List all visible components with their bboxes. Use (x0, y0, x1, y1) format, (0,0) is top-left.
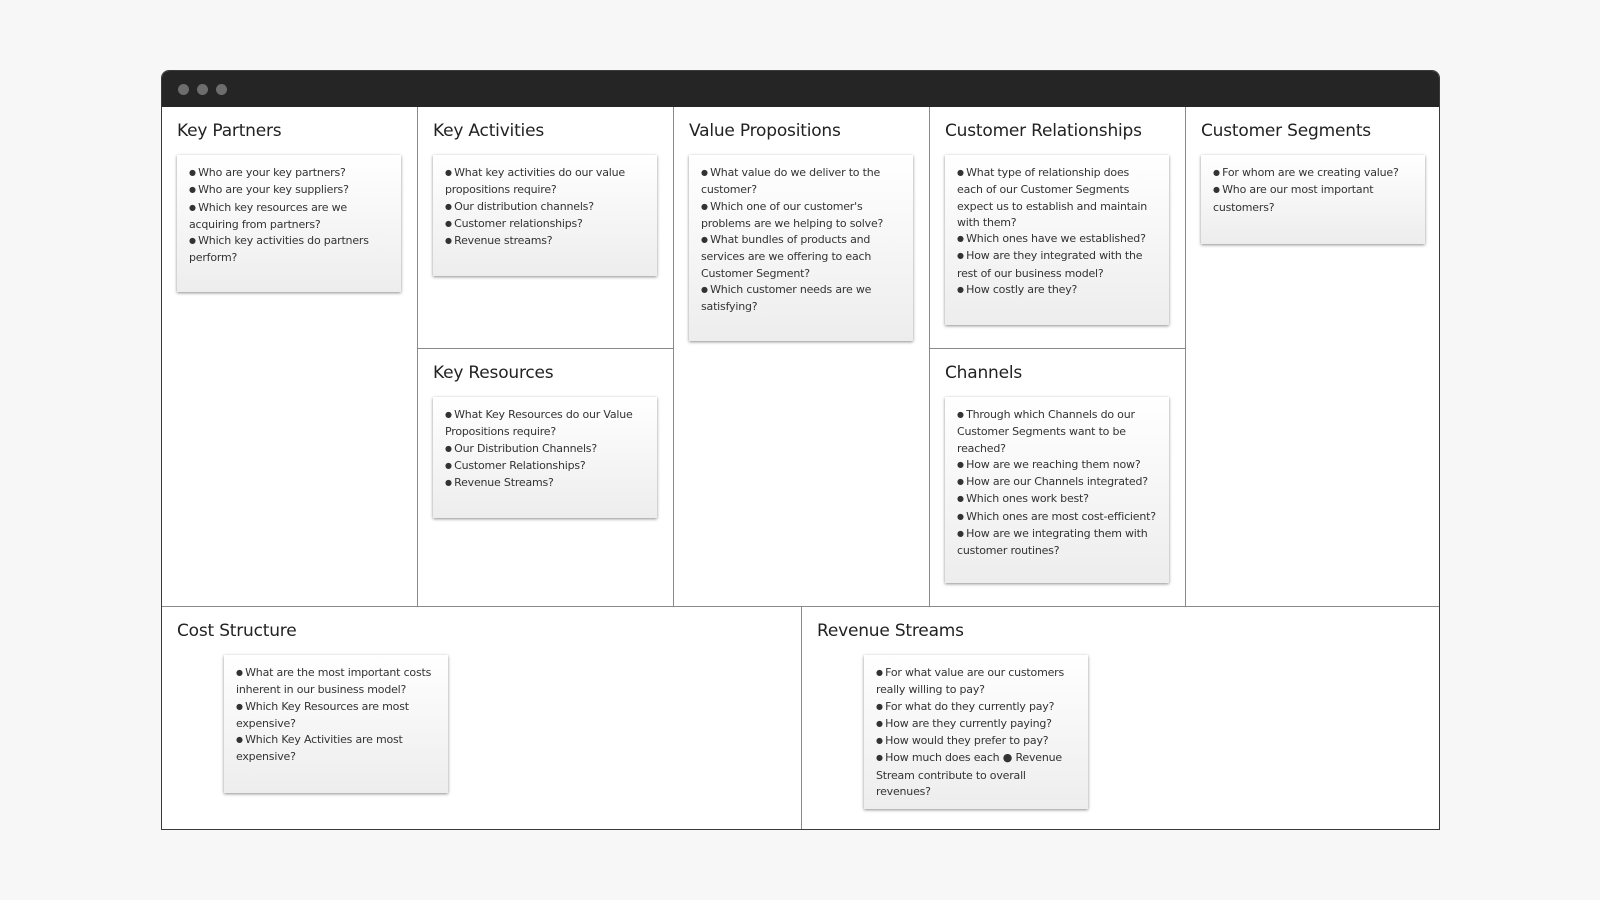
key-resources-title: Key Resources (433, 363, 554, 383)
window-minimize-dot[interactable] (197, 84, 208, 95)
customer-segments-block (1186, 107, 1440, 607)
list-item: ● What are the most important costs inherent in our business model? (236, 665, 437, 699)
cost-structure-block (162, 607, 802, 830)
value-propositions-note[interactable] (689, 155, 913, 341)
list-item: ● How would they prefer to pay? (876, 733, 1077, 750)
value-propositions-title: Value Propositions (689, 121, 841, 141)
list-item: ● How are our Channels integrated? (957, 474, 1158, 491)
list-item: ● Which one of our customer's problems are we helping to solve? (701, 199, 902, 233)
channels-block (930, 349, 1186, 607)
list-item: ● Customer Relationships? (445, 458, 646, 475)
list-item: ● Which ones work best? (957, 491, 1158, 508)
list-item: ● Revenue streams? (445, 233, 646, 250)
revenue-streams-block (802, 607, 1440, 830)
list-item: ● Which key resources are we acquiring from partners? (189, 200, 390, 234)
key-partners-note[interactable] (177, 155, 401, 292)
list-item: ● Which key activities do partners perform? (189, 233, 390, 267)
list-item: ● How are they currently paying? (876, 716, 1077, 733)
list-item: ● How are they integrated with the rest of our business model? (957, 248, 1158, 282)
window-close-dot[interactable] (178, 84, 189, 95)
list-item: ● Which ones have we established? (957, 231, 1158, 248)
key-activities-block (418, 107, 674, 349)
window-titlebar (162, 71, 1439, 107)
window-maximize-dot[interactable] (216, 84, 227, 95)
list-item: ● Through which Channels do our Customer Segments want to be reached? (957, 407, 1158, 457)
key-resources-block (418, 349, 674, 607)
customer-relationships-title: Customer Relationships (945, 121, 1142, 141)
list-item: ● What Key Resources do our Value Propositions require? (445, 407, 646, 441)
cost-structure-note[interactable] (224, 655, 448, 793)
channels-title: Channels (945, 363, 1023, 383)
key-resources-note[interactable] (433, 397, 657, 518)
list-item: ● Who are your key suppliers? (189, 182, 390, 199)
channels-note[interactable] (945, 397, 1169, 583)
list-item: ● Which ones are most cost-efficient? (957, 509, 1158, 526)
list-item: ● Who are your key partners? (189, 165, 390, 182)
customer-relationships-note[interactable] (945, 155, 1169, 325)
revenue-streams-note[interactable] (864, 655, 1088, 809)
customer-segments-title: Customer Segments (1201, 121, 1371, 141)
list-item: ● Which Key Resources are most expensive? (236, 699, 437, 733)
list-item: ● How are we integrating them with customer routines? (957, 526, 1158, 560)
list-item: ● For whom are we creating value? (1213, 165, 1414, 182)
key-activities-note[interactable] (433, 155, 657, 276)
list-item: ● What value do we deliver to the customer? (701, 165, 902, 199)
list-item: ● How much does each ● Revenue Stream contribute to overall revenues? (876, 750, 1077, 800)
list-item: ● How are we reaching them now? (957, 457, 1158, 474)
app-window (161, 70, 1440, 830)
list-item: ● Revenue Streams? (445, 475, 646, 492)
list-item: ● Our distribution channels? (445, 199, 646, 216)
list-item: ● For what do they currently pay? (876, 699, 1077, 716)
list-item: ● Which Key Activities are most expensive? (236, 732, 437, 766)
business-model-canvas (162, 107, 1439, 829)
value-propositions-block (674, 107, 930, 607)
list-item: ● For what value are our customers really willing to pay? (876, 665, 1077, 699)
list-item: ● What key activities do our value propositions require? (445, 165, 646, 199)
list-item: ● What bundles of products and services are we offering to each Customer Segment? (701, 232, 902, 282)
revenue-streams-title: Revenue Streams (817, 621, 964, 641)
customer-relationships-block (930, 107, 1186, 349)
list-item: ● Which customer needs are we satisfying? (701, 282, 902, 316)
key-partners-block (162, 107, 418, 607)
list-item: ● Our Distribution Channels? (445, 441, 646, 458)
list-item: ● How costly are they? (957, 282, 1158, 299)
list-item: ● What type of relationship does each of our Customer Segments expect us to establish and maintain with them? (957, 165, 1158, 231)
cost-structure-title: Cost Structure (177, 621, 297, 641)
customer-segments-note[interactable] (1201, 155, 1425, 244)
key-activities-title: Key Activities (433, 121, 544, 141)
list-item: ● Who are our most important customers? (1213, 182, 1414, 216)
key-partners-title: Key Partners (177, 121, 282, 141)
list-item: ● Customer relationships? (445, 216, 646, 233)
